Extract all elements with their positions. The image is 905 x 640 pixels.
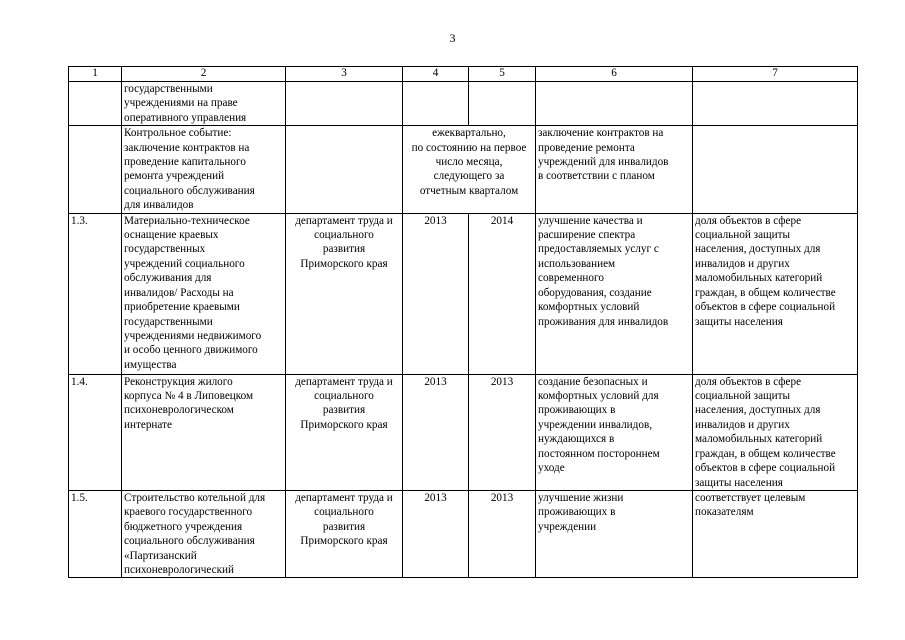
end-year: 2013	[469, 374, 536, 490]
row-number	[69, 82, 122, 126]
table-row	[69, 213, 858, 374]
header-col-1: 1	[69, 67, 122, 82]
row-number: 1.3.	[69, 213, 122, 374]
target-indicator: доля объектов в сфере социальной защиты населения, доступных для инвалидов и других маломобильных категорий граждан, в общем количестве объектов в сфере социальной защиты населения	[693, 374, 858, 490]
executor: департамент труда и социального развития Приморского края	[286, 213, 403, 374]
table-row	[69, 126, 858, 213]
target-indicator: доля объектов в сфере социальной защиты населения, доступных для инвалидов и других маломобильных категорий граждан, в общем количестве объектов в сфере социальной защиты населения	[693, 213, 858, 374]
header-col-6: 6	[536, 67, 693, 82]
activity-name: государственными учреждениями на праве оперативного управления	[122, 82, 286, 126]
page-number: 3	[449, 31, 456, 45]
start-year: 2013	[403, 490, 469, 577]
executor: департамент труда и социального развития Приморского края	[286, 374, 403, 490]
activity-name: Контрольное событие: заключение контрактов на проведение капитального ремонта учреждений социального обслуживания для инвалидов	[122, 126, 286, 213]
end-year	[469, 82, 536, 126]
row-number: 1.4.	[69, 374, 122, 490]
end-year: 2014	[469, 213, 536, 374]
program-activities-table	[68, 66, 858, 578]
start-year: 2013	[403, 213, 469, 374]
period: ежеквартально, по состоянию на первое число месяца, следующего за отчетным кварталом	[403, 126, 536, 213]
row-number	[69, 126, 122, 213]
activity-name: Реконструкция жилого корпуса № 4 в Липовецком психоневрологическом интернате	[122, 374, 286, 490]
executor	[286, 126, 403, 213]
expected-result: заключение контрактов на проведение ремонта учреждений для инвалидов в соответствии с планом	[536, 126, 693, 213]
end-year: 2013	[469, 490, 536, 577]
expected-result	[536, 82, 693, 126]
start-year: 2013	[403, 374, 469, 490]
table-row	[69, 374, 858, 490]
header-col-7: 7	[693, 67, 858, 82]
activity-name: Строительство котельной для краевого государственного бюджетного учреждения социального обслуживания «Партизанский психоневрологический	[122, 490, 286, 577]
activity-name: Материально-техническое оснащение краевых государственных учреждений социального обслуживания для инвалидов/ Расходы на приобретение краевыми государственными учреждениями недвижимого и особо ценного движимого имущества	[122, 213, 286, 374]
expected-result: улучшение качества и расширение спектра предоставляемых услуг с использованием современного оборудования, создание комфортных условий проживания для инвалидов	[536, 213, 693, 374]
table-header-row	[69, 67, 858, 82]
row-number: 1.5.	[69, 490, 122, 577]
start-year	[403, 82, 469, 126]
expected-result: улучшение жизни проживающих в учреждении	[536, 490, 693, 577]
header-col-4: 4	[403, 67, 469, 82]
header-col-5: 5	[469, 67, 536, 82]
executor: департамент труда и социального развития Приморского края	[286, 490, 403, 577]
header-col-2: 2	[122, 67, 286, 82]
target-indicator	[693, 82, 858, 126]
table-row	[69, 82, 858, 126]
target-indicator	[693, 126, 858, 213]
table-row	[69, 490, 858, 577]
target-indicator: соответствует целевым показателям	[693, 490, 858, 577]
expected-result: создание безопасных и комфортных условий для проживающих в учреждении инвалидов, нуждающихся в постоянном постороннем уходе	[536, 374, 693, 490]
executor	[286, 82, 403, 126]
header-col-3: 3	[286, 67, 403, 82]
